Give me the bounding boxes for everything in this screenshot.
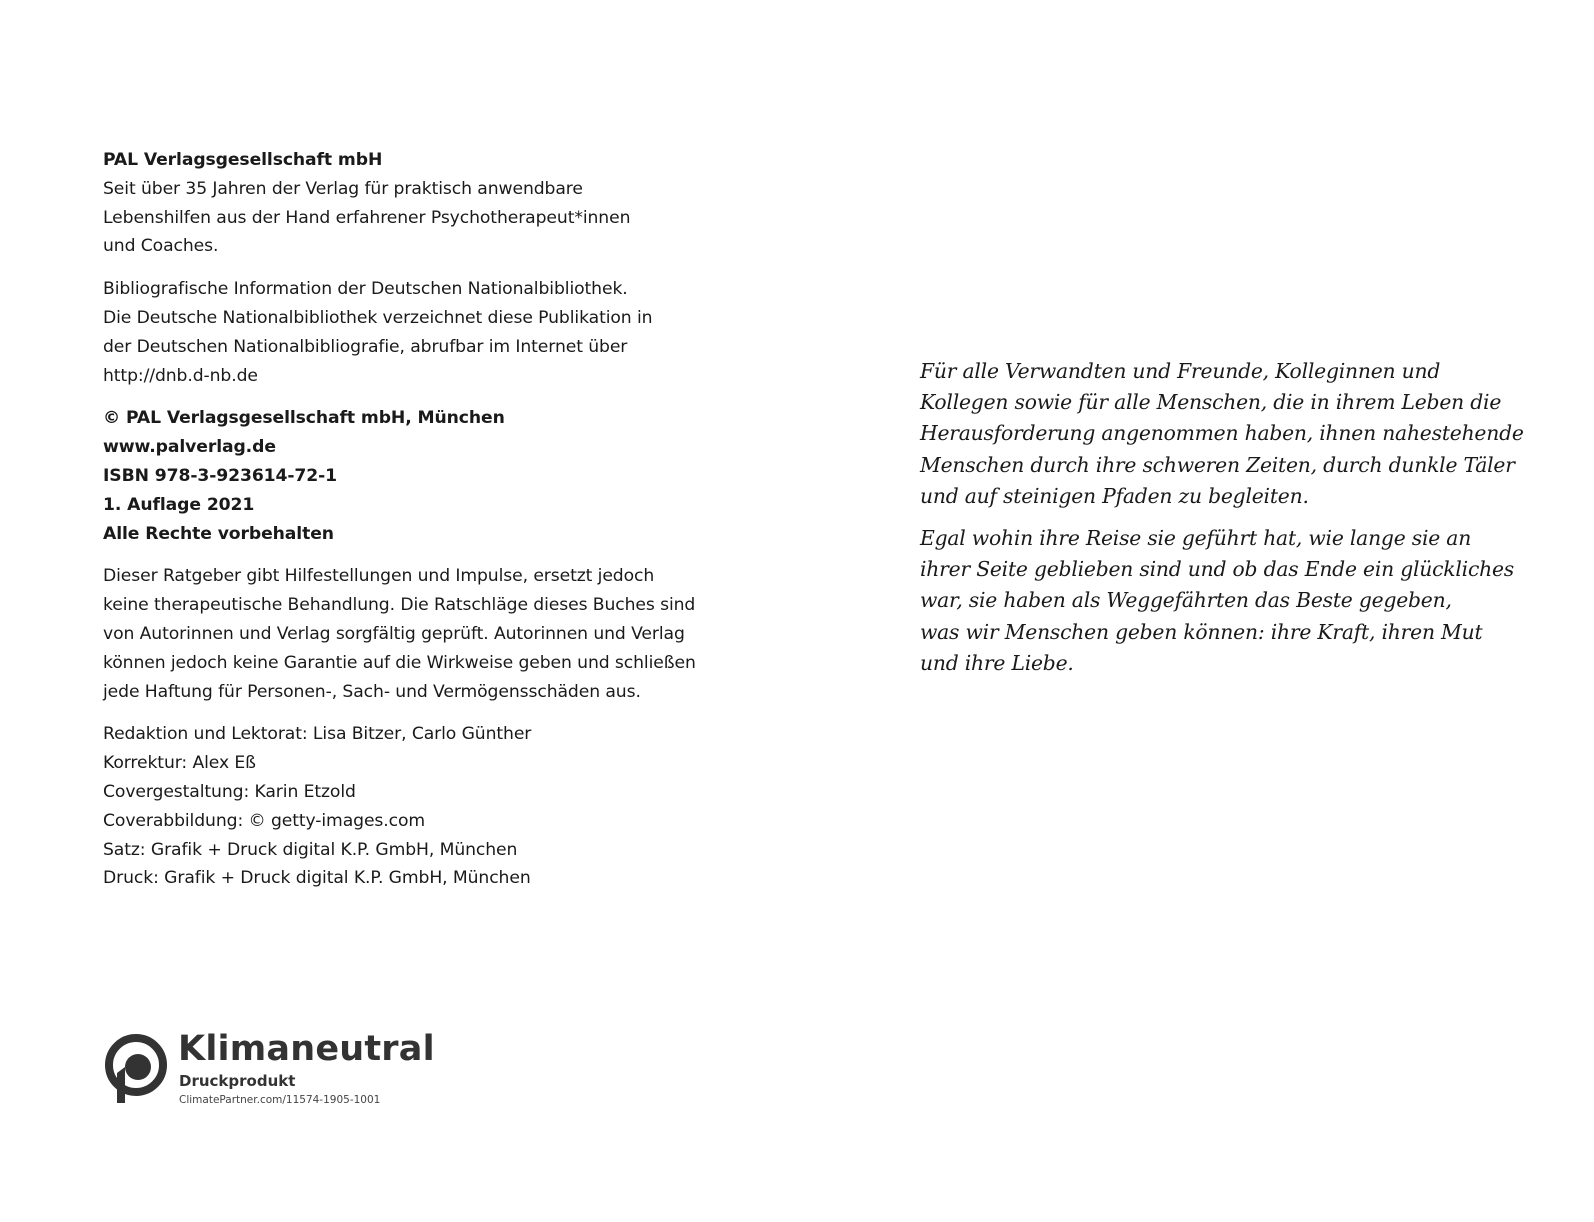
dedication-line: ihrer Seite geblieben sind und ob das Ende ein glückliches <box>920 557 1514 582</box>
dedication-line: Herausforderung angenommen haben, ihnen nahestehende <box>920 421 1524 446</box>
disclaimer-line: Dieser Ratgeber gibt Hilfestellungen und Impulse, ersetzt jedoch <box>103 566 655 587</box>
dedication-line: Für alle Verwandten und Freunde, Kolleginnen und <box>920 359 1441 383</box>
rights-reserved: Alle Rechte vorbehalten <box>103 523 334 544</box>
credit-cover-image: Coverabbildung: © getty-images.com <box>103 810 426 831</box>
dedication-line: Menschen durch ihre schweren Zeiten, durch dunkle Täler <box>920 452 1515 477</box>
bibliographic-block <box>103 275 703 390</box>
dedication-line: Kollegen sowie für alle Menschen, die in ihrem Leben die <box>920 390 1502 415</box>
publisher-name: PAL Verlagsgesellschaft mbH <box>103 150 383 170</box>
disclaimer-line: jede Haftung für Personen-, Sach- und Vermögensschäden aus. <box>103 681 641 702</box>
copyright-line: © PAL Verlagsgesellschaft mbH, München <box>103 408 505 429</box>
publisher-block <box>103 146 703 261</box>
disclaimer-block <box>103 562 703 706</box>
logo-url: ClimatePartner.com/11574-1905-1001 <box>179 1094 381 1106</box>
dedication-line: Egal wohin ihre Reise sie geführt hat, wie lange sie an <box>920 526 1472 551</box>
credits-block <box>103 720 703 893</box>
bibliographic-line: der Deutschen Nationalbibliografie, abrufbar im Internet über <box>103 336 628 357</box>
publisher-line: Seit über 35 Jahren der Verlag für praktisch anwendbare <box>103 178 583 199</box>
credit-cover-design: Covergestaltung: Karin Etzold <box>103 781 356 802</box>
disclaimer-line: von Autorinnen und Verlag sorgfältig geprüft. Autorinnen und Verlag <box>103 623 685 644</box>
klimaneutral-logo <box>104 1029 444 1113</box>
dedication-line: was wir Menschen geben können: ihre Kraft, ihren Mut <box>920 619 1483 644</box>
climatepartner-logo-icon <box>104 1033 170 1107</box>
dedication-line: war, sie haben als Weggefährten das Beste gegeben, <box>920 588 1452 613</box>
rights-block <box>103 404 703 548</box>
publisher-line: und Coaches. <box>103 236 219 257</box>
dedication-paragraph <box>920 356 1540 512</box>
imprint-column <box>103 146 703 907</box>
dedication-line: und ihre Liebe. <box>920 650 1074 675</box>
dedication-paragraph <box>920 523 1540 679</box>
bibliographic-line: Die Deutsche Nationalbibliothek verzeichnet diese Publikation in <box>103 307 653 328</box>
credit-typesetting: Satz: Grafik + Druck digital K.P. GmbH, München <box>103 839 518 860</box>
disclaimer-line: keine therapeutische Behandlung. Die Ratschläge dieses Buches sind <box>103 595 696 616</box>
logo-title: Klimaneutral <box>178 1029 435 1069</box>
credit-editing: Redaktion und Lektorat: Lisa Bitzer, Carlo Günther <box>103 724 532 745</box>
disclaimer-line: können jedoch keine Garantie auf die Wirkweise geben und schließen <box>103 652 696 673</box>
dedication-column <box>920 356 1540 690</box>
dnb-link: http://dnb.d-nb.de <box>103 365 258 386</box>
isbn: ISBN 978-3-923614-72-1 <box>103 465 338 486</box>
credit-proofreading: Korrektur: Alex Eß <box>103 753 256 774</box>
publisher-website: www.palverlag.de <box>103 437 276 458</box>
dedication-line: und auf steinigen Pfaden zu begleiten. <box>920 483 1309 508</box>
logo-subtitle: Druckprodukt <box>179 1072 296 1090</box>
publisher-line: Lebenshilfen aus der Hand erfahrener Psychotherapeut*innen <box>103 207 631 228</box>
edition: 1. Auflage 2021 <box>103 494 255 515</box>
credit-printing: Druck: Grafik + Druck digital K.P. GmbH, München <box>103 868 531 889</box>
bibliographic-line: Bibliografische Information der Deutschen Nationalbibliothek. <box>103 279 628 300</box>
